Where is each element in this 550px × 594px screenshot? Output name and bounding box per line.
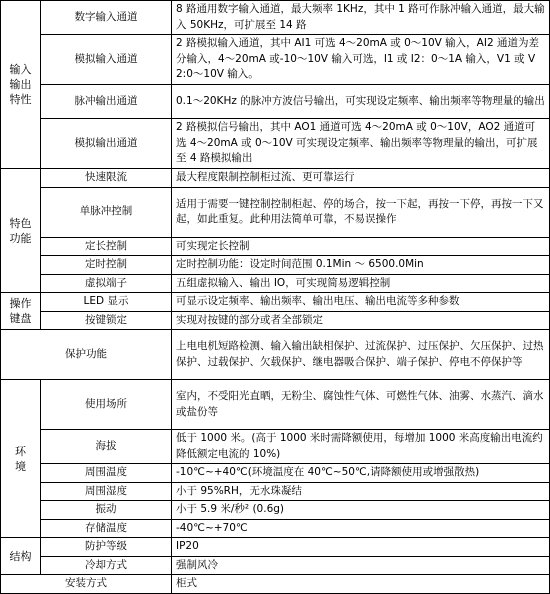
item-fast-limit: 快速限流 xyxy=(41,169,172,188)
table-row xyxy=(1,464,550,483)
item-ambient-temp: 周围温度 xyxy=(41,464,172,483)
item-pulse-output: 脉冲输出通道 xyxy=(41,85,172,119)
item-vibration: 振动 xyxy=(41,501,172,520)
item-virtual-terminal: 虚拟端子 xyxy=(41,274,172,293)
table-row xyxy=(1,35,550,85)
desc-led-display: 可显示设定频率、输出频率、输出电压、输出电流等多种参数 xyxy=(172,293,550,312)
group-func-label: 特色 功能 xyxy=(1,169,41,293)
item-altitude: 海拔 xyxy=(41,430,172,464)
group-env-label: 环 境 xyxy=(1,380,41,538)
table-row xyxy=(1,293,550,312)
table-row xyxy=(1,519,550,538)
desc-timing: 定时控制功能：设定时间范围 0.1Min ～ 6500.0Min xyxy=(172,256,550,275)
item-location: 使用场所 xyxy=(41,380,172,430)
desc-protection: 上电电机短路检测、输入输出缺相保护、过流保护、过压保护、欠压保护、过热保护、过载保护、欠载保护、继电器吸合保护、端子保护、停电不停保护等 xyxy=(172,330,550,380)
desc-analog-output: 2 路模拟信号输出，其中 AO1 通道可选 4～20mA 或 0～10V，AO2 通道可选 4～20mA 或 0～10V 可实现设定频率、输出频率等物理量的输出，可扩展至 4 路模拟输出 xyxy=(172,119,550,169)
item-single-pulse: 单脉冲控制 xyxy=(41,187,172,237)
item-key-lock: 按键锁定 xyxy=(41,311,172,330)
table-row xyxy=(1,380,550,430)
item-analog-output: 模拟输出通道 xyxy=(41,119,172,169)
item-analog-input: 模拟输入通道 xyxy=(41,35,172,85)
desc-analog-input: 2 路模拟输入通道，其中 AI1 可选 4～20mA 或 0～10V 输入，AI2 通道为差分输入，4～20mA 或-10～10V 输入可选，I1 或 I2：0～1A 输入，V1 或 V2:0～10V 输入。 xyxy=(172,35,550,85)
item-digital-input: 数字输入通道 xyxy=(41,1,172,35)
desc-cooling: 强制风冷 xyxy=(172,556,550,575)
desc-digital-input: 8 路通用数字输入通道，最大频率 1KHz，其中 1 路可作脉冲输入通道，最大输入 50KHz，可扩展至 14 路 xyxy=(172,1,550,35)
item-humidity: 周围湿度 xyxy=(41,482,172,501)
table-row xyxy=(1,430,550,464)
desc-altitude: 低于 1000 米。(高于 1000 米时需降额使用，每增加 1000 米高度输出电流约降低额定电流的 10%) xyxy=(172,430,550,464)
item-storage-temp: 存储温度 xyxy=(41,519,172,538)
item-cooling: 冷却方式 xyxy=(41,556,172,575)
desc-fixed-length: 可实现定长控制 xyxy=(172,237,550,256)
desc-humidity: 小于 95%RH，无水珠凝结 xyxy=(172,482,550,501)
table-row xyxy=(1,274,550,293)
desc-fast-limit: 最大程度限制控制柜过流、更可靠运行 xyxy=(172,169,550,188)
table-row xyxy=(1,237,550,256)
item-fixed-length: 定长控制 xyxy=(41,237,172,256)
desc-pulse-output: 0.1～20KHz 的脉冲方波信号输出，可实现设定频率、输出频率等物理量的输出 xyxy=(172,85,550,119)
desc-single-pulse: 适用于需要一键控制控制柜起、停的场合，按一下起，再按一下停，再按一下又起，如此重复。此种用法简单可靠，不易误操作 xyxy=(172,187,550,237)
desc-storage-temp: -40℃~+70℃ xyxy=(172,519,550,538)
desc-install: 柜式 xyxy=(172,575,550,594)
desc-location: 室内，不受阳光直晒，无粉尘、腐蚀性气体、可燃性气体、油雾、水蒸汽、滴水或盐份等 xyxy=(172,380,550,430)
table-row xyxy=(1,538,550,557)
desc-virtual-terminal: 五组虚拟输入、输出 IO，可实现简易逻辑控制 xyxy=(172,274,550,293)
item-led-display: LED 显示 xyxy=(41,293,172,312)
group-panel-label: 操作 键盘 xyxy=(1,293,41,330)
table-row xyxy=(1,482,550,501)
desc-key-lock: 实现对按键的部分或者全部锁定 xyxy=(172,311,550,330)
item-protection: 保护功能 xyxy=(1,330,172,380)
desc-ambient-temp: -10℃~+40℃(环境温度在 40℃~50℃,请降额使用或增强散热) xyxy=(172,464,550,483)
table-row xyxy=(1,256,550,275)
table-row xyxy=(1,556,550,575)
table-row xyxy=(1,169,550,188)
group-io-label: 输入 输出 特性 xyxy=(1,1,41,169)
table-row xyxy=(1,501,550,520)
table-row xyxy=(1,311,550,330)
table-row xyxy=(1,1,550,35)
table-row xyxy=(1,187,550,237)
item-ip-rating: 防护等级 xyxy=(41,538,172,557)
table-row xyxy=(1,575,550,594)
desc-ip-rating: IP20 xyxy=(172,538,550,557)
item-timing: 定时控制 xyxy=(41,256,172,275)
desc-vibration: 小于 5.9 米/秒² (0.6g) xyxy=(172,501,550,520)
table-row xyxy=(1,119,550,169)
item-install: 安装方式 xyxy=(1,575,172,594)
table-row xyxy=(1,330,550,380)
group-struct-label: 结构 xyxy=(1,538,41,575)
table-row xyxy=(1,85,550,119)
